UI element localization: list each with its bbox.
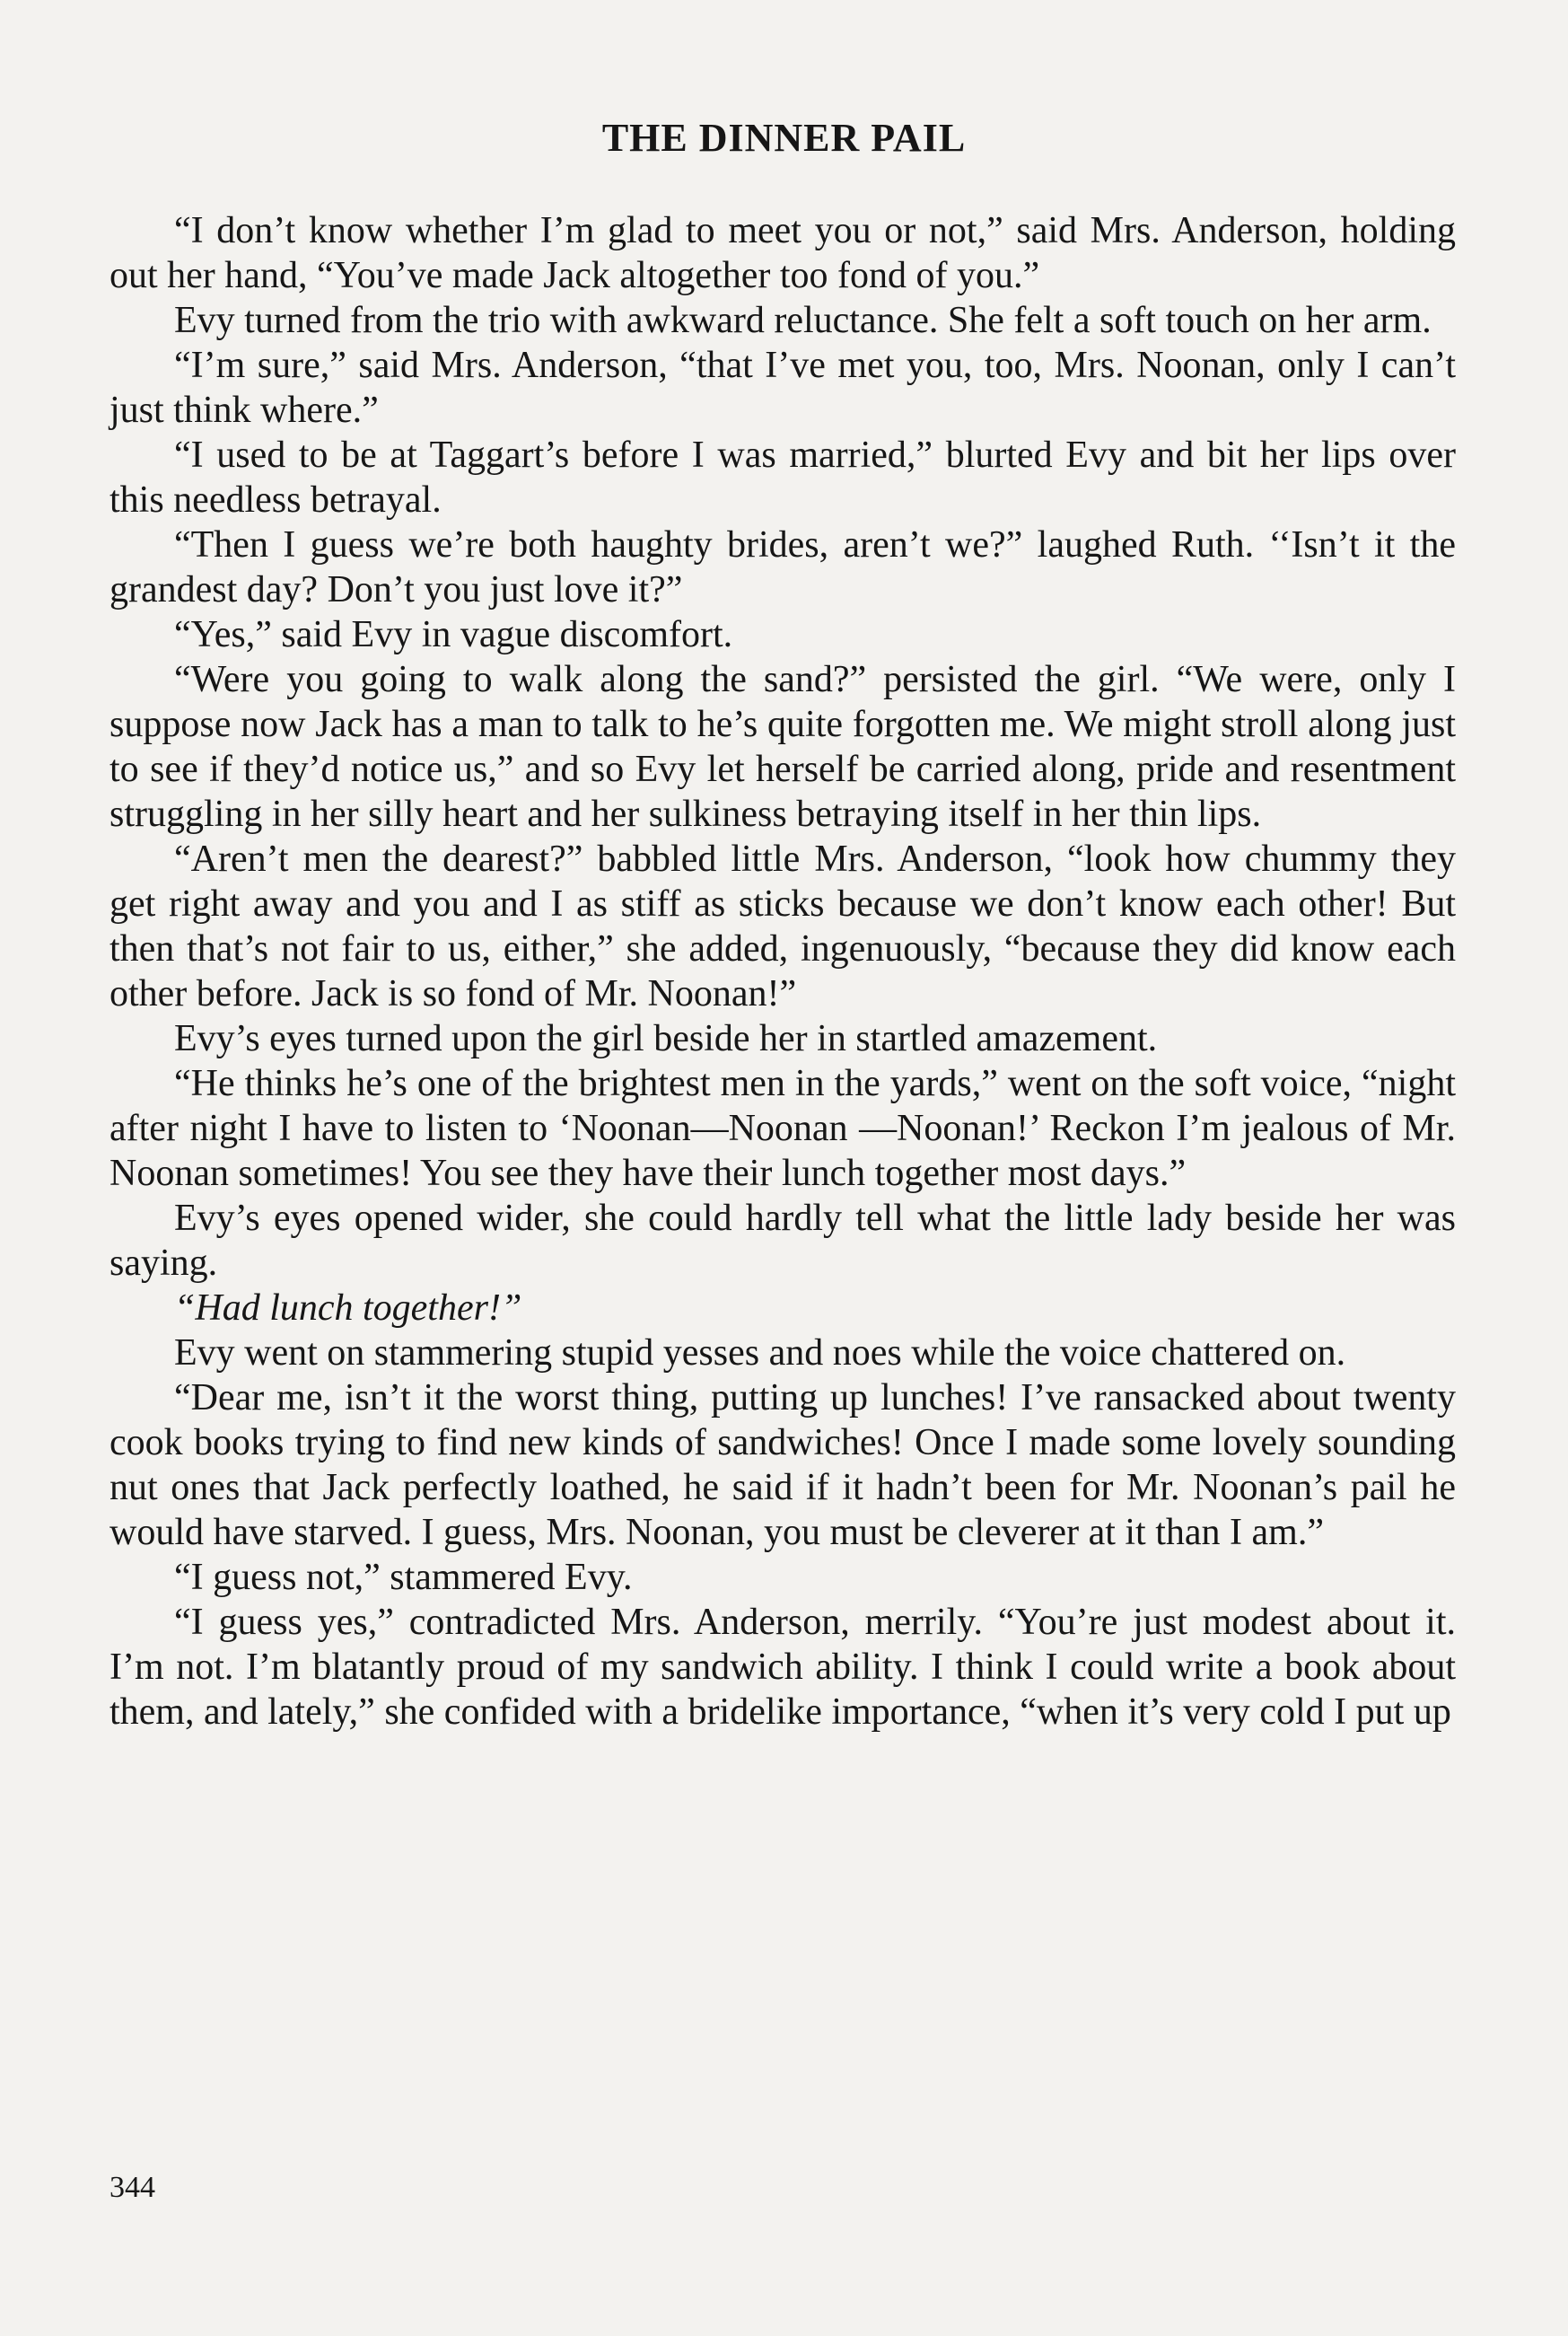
paragraph: “Were you going to walk along the sand?” persisted the girl. “We were, only I suppose now Jack has a man to talk to he’s quite forgotten me. We might stroll along just to see if they’d notice us,” and so Evy let herself be carried along, pride and resentment struggling in her silly heart and her sulkiness betraying itself in her thin lips. bbox=[109, 659, 1456, 835]
page-number: 344 bbox=[109, 2171, 155, 2204]
paragraph: Evy’s eyes opened wider, she could hardly tell what the little lady beside her was saying. bbox=[109, 1198, 1456, 1284]
paragraph: “He thinks he’s one of the brightest men in the yards,” went on the soft voice, “night after night I have to listen to ‘Noonan—Noonan —Noonan!’ Reckon I’m jealous of Mr. Noonan sometimes! You see they have their lunch together most days.” bbox=[109, 1063, 1456, 1194]
paragraph: “Then I guess we’re both haughty brides, aren’t we?” laughed Ruth. ‘‘Isn’t it the grandest day? Don’t you just love it?” bbox=[109, 524, 1456, 610]
paragraph: Evy’s eyes turned upon the girl beside her in startled amazement. bbox=[174, 1018, 1158, 1059]
paragraph: “I guess not,” stammered Evy. bbox=[174, 1557, 633, 1598]
paragraph: “I don’t know whether I’m glad to meet you or not,” said Mrs. Anderson, holding out her hand, “You’ve made Jack altogether too fond of you.” bbox=[109, 210, 1456, 296]
paragraph: Evy turned from the trio with awkward reluctance. She felt a soft touch on her arm. bbox=[174, 300, 1432, 341]
paragraph: “Yes,” said Evy in vague discomfort. bbox=[174, 614, 733, 655]
paragraph: “Dear me, isn’t it the worst thing, putting up lunches! I’ve ransacked about twenty cook books trying to find new kinds of sandwiches! Once I made some lovely sounding nut ones that Jack perfectly loathed, he said if it hadn’t been for Mr. Noonan’s pail he would have starved. I guess, Mrs. Noonan, you must be cleverer at it than I am.” bbox=[109, 1377, 1456, 1553]
paragraph: “Aren’t men the dearest?” babbled little Mrs. Anderson, “look how chummy they get right away and you and I as stiff as sticks because we don’t know each other! But then that’s not fair to us, either,” she added, ingenuously, “because they did know each other before. Jack is so fond of Mr. Noonan!” bbox=[109, 839, 1456, 1014]
paragraph: Evy went on stammering stupid yesses and noes while the voice chattered on. bbox=[174, 1332, 1346, 1374]
running-title: THE DINNER PAIL bbox=[601, 116, 967, 160]
paragraph-italic: “Had lunch together!” bbox=[174, 1287, 522, 1329]
body-text bbox=[109, 208, 1456, 1734]
paragraph: “I guess yes,” contradicted Mrs. Anderson, merrily. “You’re just modest about it. I’m not. I’m blatantly proud of my sandwich ability. I think I could write a book about them, and lately,” she confided with a bridelike importance, “when it’s very cold I put up bbox=[109, 1602, 1456, 1733]
paragraph: “I’m sure,” said Mrs. Anderson, “that I’ve met you, too, Mrs. Noonan, only I can’t just think where.” bbox=[109, 345, 1456, 431]
paragraph: “I used to be at Taggart’s before I was married,” blurted Evy and bit her lips over this needless betrayal. bbox=[109, 435, 1456, 521]
